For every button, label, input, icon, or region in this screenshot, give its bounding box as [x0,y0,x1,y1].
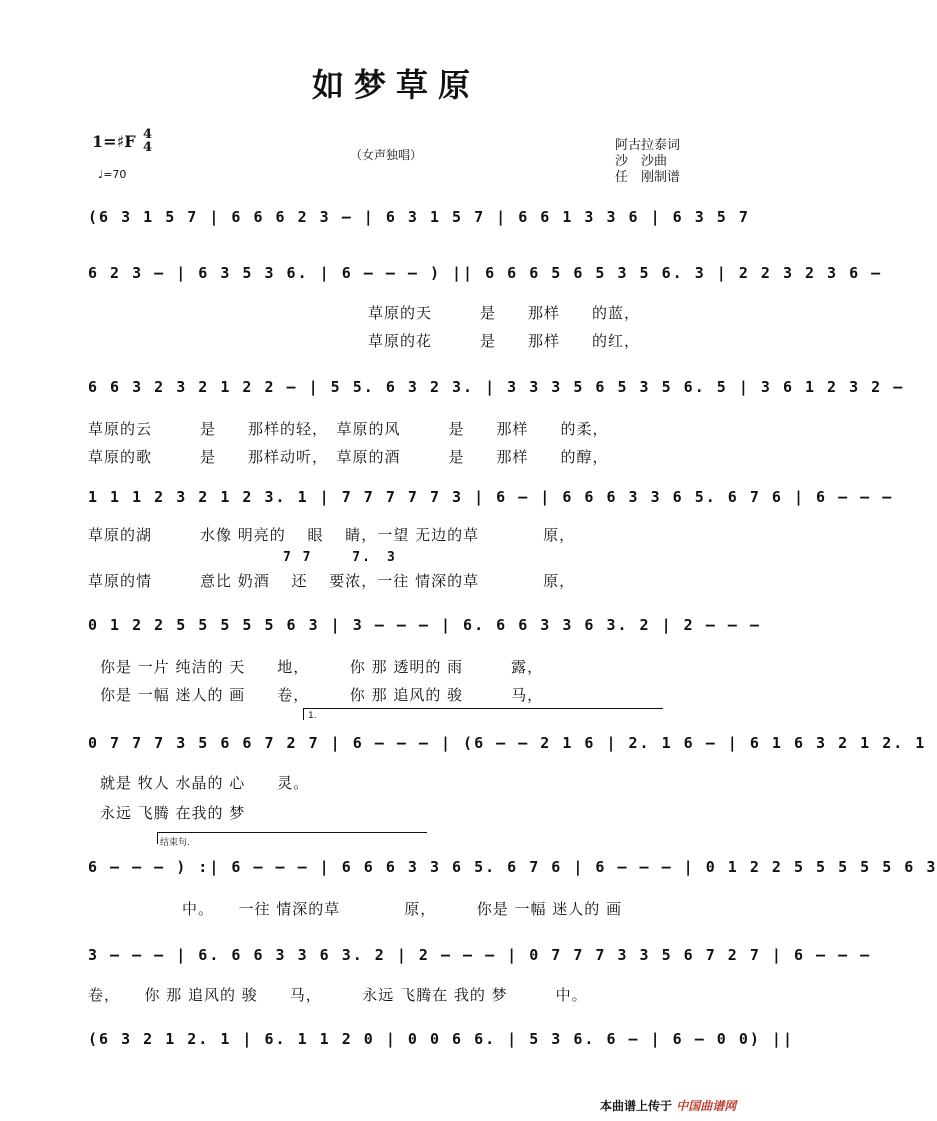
ending-bracket [157,832,427,833]
lyric-line-4-verse-1: 草原的湖 水像 明亮的 眼 睛，一望 无边的草 原， [88,526,576,544]
credits [615,138,680,186]
music-line-7: 6 – – – ) :| 6 – – – | 6 6 6 3 3 6 5. 6 7 6 | 6 – – – | 0 1 2 2 5 5 5 5 5 6 3 [88,858,937,876]
footer [600,1097,736,1114]
volta-1-bracket [303,708,663,709]
site-logo[interactable]: 中国曲谱网 [676,1099,737,1113]
ending-label: 结束句. [160,838,190,848]
lyric-line-3-verse-1: 草原的云 是 那样的轻， 草原的风 是 那样 的柔， [88,420,609,438]
music-line-2: 6 2 3 – | 6 3 5 3 6. | 6 – – – ) || 6 6 6 5 6 5 3 5 6. 3 | 2 2 3 2 3 6 – [88,264,883,282]
song-title: 如梦草原 [311,66,480,104]
lyric-line-8: 卷， 你 那 追风的 骏 马， 永远 飞腾在 我的 梦 中。 [88,986,588,1004]
key-signature: 1=♯F [92,132,136,151]
lyric-line-6-verse-2: 永远 飞腾 在我的 梦 [100,804,246,822]
music-line-5: 0 1 2 2 5 5 5 5 5 6 3 | 3 – – – | 6. 6 6 3 3 6 3. 2 | 2 – – – [88,616,761,634]
music-line-9: (6 3 2 1 2. 1 | 6. 1 1 2 0 | 0 0 6 6. | 5 3 6. 6 – | 6 – 0 0) || [88,1030,794,1048]
volta-1-label: 1. [308,711,317,721]
time-signature [143,128,152,154]
voice-type: （女声独唱） [350,148,423,162]
music-line-6: 0 7 7 7 3 5 6 6 7 2 7 | 6 – – – | (6 – – 2 1 6 | 2. 1 6 – | 6 1 6 3 2 1 2. 1 [88,734,927,752]
time-sig-bottom: 4 [143,140,153,155]
lyric-line-2-verse-2: 草原的花 是 那样 的红， [368,332,641,350]
music-line-3: 6 6 3 2 3 2 1 2 2 – | 5 5. 6 3 2 3. | 3 3 3 5 6 5 3 5 6. 5 | 3 6 1 2 3 2 – [88,378,905,396]
credit-arranger: 任 刚制谱 [615,170,681,185]
footer-text: 本曲谱上传于 [600,1099,673,1113]
lyric-line-5-verse-2: 你是 一幅 迷人的 画 卷， 你 那 追风的 骏 马， [100,686,544,704]
music-line-8: 3 – – – | 6. 6 6 3 3 6 3. 2 | 2 – – – | 0 7 7 7 3 3 5 6 7 2 7 | 6 – – – [88,946,872,964]
credit-lyricist: 阿古拉泰词 [615,138,681,153]
lyric-line-3-verse-2: 草原的歌 是 那样动听， 草原的酒 是 那样 的醇， [88,448,609,466]
music-line-4: 1 1 1 2 3 2 1 2 3. 1 | 7 7 7 7 7 3 | 6 – | 6 6 6 3 3 6 5. 6 7 6 | 6 – – – [88,488,894,506]
lyric-line-6-verse-1: 就是 牧人 水晶的 心 灵。 [100,774,310,792]
volta-1-bracket-hook [303,708,304,720]
time-sig-top: 4 [143,127,153,142]
lyric-line-2-verse-1: 草原的天 是 那样 的蓝， [368,304,641,322]
lyric-line-4-verse-2: 草原的情 意比 奶酒 还 要浓，一往 情深的草 原， [88,572,576,590]
lyric-line-7: 中。 一往 情深的草 原， 你是 一幅 迷人的 画 [182,900,623,918]
lyric-line-5-verse-1: 你是 一片 纯洁的 天 地， 你 那 透明的 雨 露， [100,658,544,676]
ending-bracket-hook [157,832,158,844]
tempo-marking: ♩=70 [98,168,127,181]
alt-notes-line-4: 7 7 7. 3 [283,550,397,565]
music-line-1: (6 3 1 5 7 | 6 6 6 2 3 – | 6 3 1 5 7 | 6 6 1 3 3 6 | 6 3 5 7 [88,208,750,226]
credit-composer: 沙 沙曲 [615,154,668,169]
